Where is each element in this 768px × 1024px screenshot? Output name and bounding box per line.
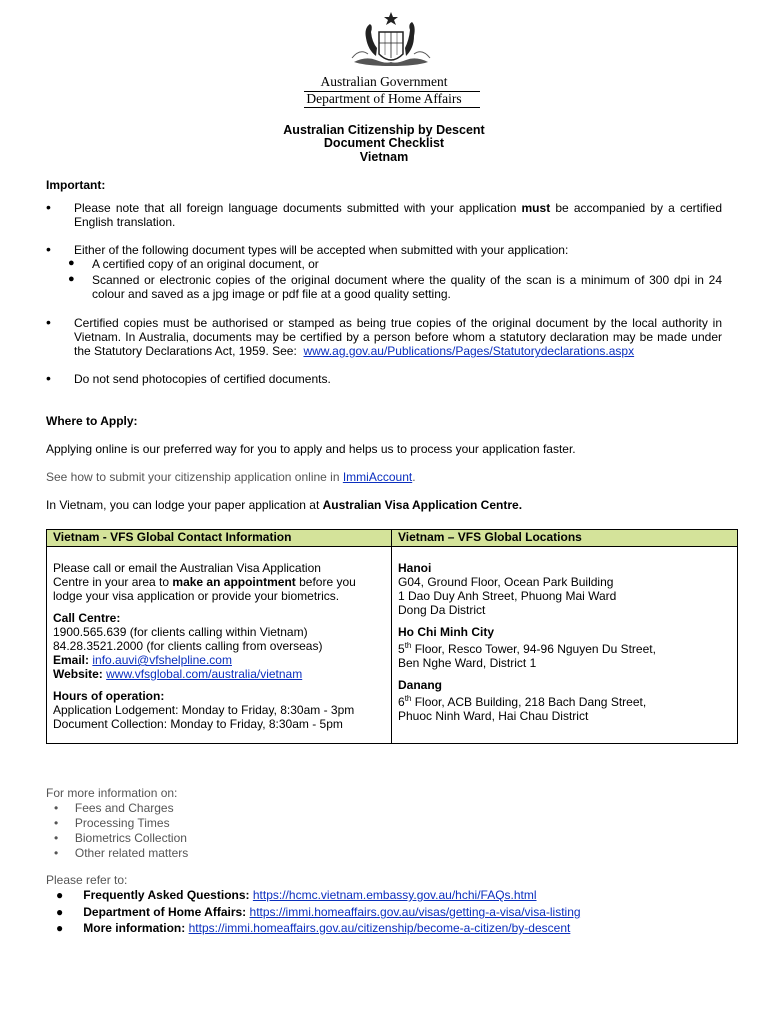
refer-dha: ● Department of Home Affairs: https://immi.homeaffairs.gov.au/visas/getting-a-visa/visa-listing [56, 905, 581, 919]
address-line: 6th Floor, ACB Building, 218 Bach Dang Street, [398, 694, 647, 709]
lodge-paper-text: In Vietnam, you can lodge your paper application at Australian Visa Application Centre. [46, 498, 523, 512]
more-info-link[interactable]: https://immi.homeaffairs.gov.au/citizenship/become-a-citizen/by-descent [188, 921, 571, 935]
address-line: Phuoc Ninh Ward, Hai Chau District [398, 709, 589, 723]
contact-info-cell [47, 547, 392, 744]
email-row: Email: info.auvi@vfshelpline.com [53, 653, 232, 667]
website-row: Website: www.vfsglobal.com/australia/vietnam [53, 667, 303, 681]
table-header-locations: Vietnam – VFS Global Locations [392, 530, 738, 547]
intro-text: Centre in your area to make an appointment before you [53, 575, 356, 589]
locations-cell [392, 547, 738, 744]
hours-heading: Hours of operation: [53, 689, 165, 703]
email-link[interactable]: info.auvi@vfshelpline.com [92, 653, 232, 667]
table-header-contact: Vietnam - VFS Global Contact Information [47, 530, 392, 547]
intro-text: lodge your visa application or provide your biometrics. [53, 589, 340, 603]
refer-faq: ● Frequently Asked Questions: https://hcmc.vietnam.embassy.gov.au/hchi/FAQs.html [56, 888, 537, 902]
important-item-2: Either of the following document types will be accepted when submitted with your application: [74, 243, 569, 257]
more-info-item: • Biometrics Collection [54, 831, 187, 845]
address-line: Dong Da District [398, 603, 486, 617]
hours-line: Document Collection: Monday to Friday, 8:30am - 5pm [53, 717, 343, 731]
bullet: • [46, 241, 51, 257]
department-name: Department of Home Affairs [306, 91, 462, 106]
address-line: 5th Floor, Resco Tower, 94-96 Nguyen Du Street, [398, 641, 656, 656]
vfs-contact-table [46, 529, 738, 744]
more-info-item: • Fees and Charges [54, 801, 174, 815]
more-info-item: • Other related matters [54, 846, 189, 860]
location-name: Danang [398, 678, 443, 692]
intro-text: Please call or email the Australian Visa Application [53, 561, 321, 575]
org-name: Australian Government [320, 74, 448, 89]
address-line: G04, Ground Floor, Ocean Park Building [398, 575, 614, 589]
call-centre-heading: Call Centre: [53, 611, 121, 625]
phone-number: 84.28.3521.2000 (for clients calling from overseas) [53, 639, 323, 653]
address-line: Ben Nghe Ward, District 1 [398, 656, 537, 670]
immiaccount-link[interactable]: ImmiAccount [342, 470, 413, 484]
dha-link[interactable]: https://immi.homeaffairs.gov.au/visas/getting-a-visa/visa-listing [249, 905, 581, 919]
refer-more: ● More information: https://immi.homeaffairs.gov.au/citizenship/become-a-citizen/by-descent [56, 921, 571, 935]
important-item-4: Do not send photocopies of certified documents. [74, 372, 331, 386]
more-info-item: • Processing Times [54, 816, 170, 830]
coat-of-arms-logo [346, 10, 436, 78]
bullet: • [46, 314, 51, 330]
doc-subtitle: Document Checklist [323, 136, 445, 150]
website-link[interactable]: www.vfsglobal.com/australia/vietnam [106, 667, 303, 681]
important-item-1: Please note that all foreign language documents submitted with your application must be accompanied by a certified English translation. [74, 201, 722, 229]
statutory-declarations-link[interactable]: www.ag.gov.au/Publications/Pages/Statutorydeclarations.aspx [303, 344, 635, 358]
refer-heading: Please refer to: [46, 873, 128, 887]
location-name: Ho Chi Minh City [398, 625, 494, 639]
apply-online-text: Applying online is our preferred way for you to apply and helps us to process your application faster. [46, 442, 576, 456]
header-rule [304, 107, 480, 108]
bullet: • [46, 199, 51, 215]
sub-bullet: ● [68, 257, 75, 269]
doc-title: Australian Citizenship by Descent [283, 123, 485, 137]
more-info-heading: For more information on: [46, 786, 178, 800]
hours-line: Application Lodgement: Monday to Friday, 8:30am - 3pm [53, 703, 355, 717]
important-subitem-1: A certified copy of an original document, or [92, 257, 319, 271]
important-subitem-2: Scanned or electronic copies of the original document where the quality of the scan is a minimum of 300 dpi in 24 colour and saved as a jpg image or pdf file at a good quality setting. [92, 273, 722, 301]
bullet: • [46, 370, 51, 386]
location-name: Hanoi [398, 561, 432, 575]
phone-number: 1900.565.639 (for clients calling within Vietnam) [53, 625, 308, 639]
important-item-3: Certified copies must be authorised or stamped as being true copies of the original document by the local authority in Vietnam. In Australia, documents may be certified by a person before whom a statutory declaration may be made under the Statutory Declarations Act, 1959. See: www.ag.gov.au/Publications/Pages/Statutorydeclarations.aspx [74, 316, 722, 358]
faq-link[interactable]: https://hcmc.vietnam.embassy.gov.au/hchi/FAQs.html [252, 888, 537, 902]
address-line: 1 Dao Duy Anh Street, Phuong Mai Ward [398, 589, 617, 603]
sub-bullet: ● [68, 273, 75, 285]
important-heading: Important: [46, 178, 106, 192]
where-to-apply-heading: Where to Apply: [46, 414, 138, 428]
immiaccount-text: See how to submit your citizenship application online in ImmiAccount. [46, 470, 416, 484]
doc-country: Vietnam [359, 150, 409, 164]
